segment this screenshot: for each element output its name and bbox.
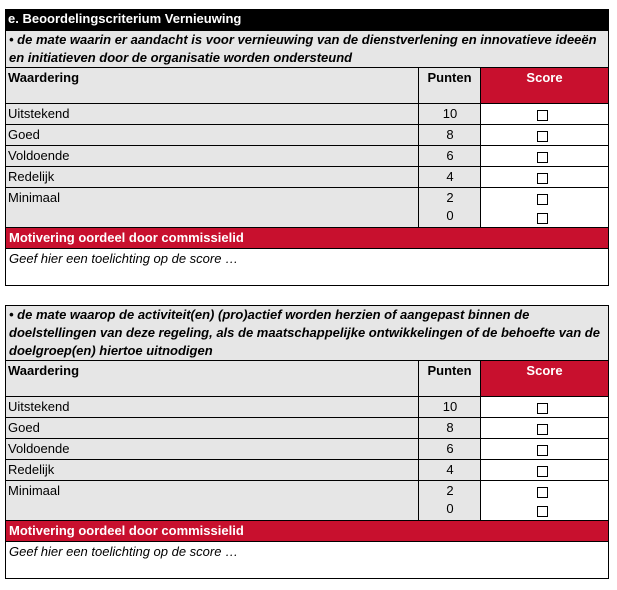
table-row — [5, 397, 609, 418]
table-header — [5, 361, 609, 397]
points-value: 10 — [418, 397, 481, 417]
header-waardering: Waardering — [8, 70, 80, 85]
checkbox[interactable] — [537, 466, 548, 477]
table-header — [5, 68, 609, 104]
rating-label: Goed — [8, 127, 40, 142]
rating-label: Uitstekend — [8, 399, 70, 414]
rating-label: Goed — [8, 420, 40, 435]
motivering-input[interactable]: Geef hier een toelichting op de score … — [5, 249, 609, 286]
checkbox[interactable] — [537, 152, 548, 163]
checkbox[interactable] — [537, 487, 548, 498]
table-row — [5, 481, 609, 521]
score-cell — [480, 481, 608, 520]
table-row — [5, 188, 609, 228]
score-cell — [480, 146, 608, 166]
score-cell — [480, 167, 608, 187]
points-value: 8 — [418, 418, 481, 438]
rating-label: Voldoende — [8, 148, 70, 163]
checkbox[interactable] — [537, 173, 548, 184]
rating-label: Uitstekend — [8, 106, 70, 121]
criterion-text: • de mate waarop de activiteit(en) (pro)actief worden herzien of aangepast binnen de doelstellingen van deze regeling, als de maatschappelijke ontwikkelingen of de behoefte van de doelgroep(en) hiertoe uitnodigen — [5, 305, 609, 361]
checkbox[interactable] — [537, 403, 548, 414]
rating-label: Minimaal — [8, 190, 61, 205]
table-row — [5, 125, 609, 146]
points-value: 4 — [418, 167, 481, 187]
criterion-text: • de mate waarin er aandacht is voor vernieuwing van de dienstverlening en innovatieve ideeën en initiatieven door de organisatie worden ondersteund — [5, 30, 609, 68]
table-row — [5, 104, 609, 125]
score-cell — [480, 104, 608, 124]
section-title: e. Beoordelingscriterium Vernieuwing — [5, 9, 609, 30]
score-cell — [480, 397, 608, 417]
rating-label: Redelijk — [8, 169, 55, 184]
motivering-header: Motivering oordeel door commissielid — [5, 228, 609, 249]
header-punten: Punten — [418, 68, 480, 103]
table-row — [5, 439, 609, 460]
table-row — [5, 146, 609, 167]
rating-label: Minimaal — [8, 483, 61, 498]
checkbox[interactable] — [537, 213, 548, 224]
score-cell — [480, 188, 608, 227]
header-score: Score — [480, 361, 608, 396]
motivering-header: Motivering oordeel door commissielid — [5, 521, 609, 542]
rating-label: Voldoende — [8, 441, 70, 456]
score-cell — [480, 460, 608, 480]
checkbox[interactable] — [537, 194, 548, 205]
header-score: Score — [480, 68, 608, 103]
points-value: 8 — [418, 125, 481, 145]
points-value: 6 — [418, 439, 481, 459]
motivering-input[interactable]: Geef hier een toelichting op de score … — [5, 542, 609, 579]
score-cell — [480, 418, 608, 438]
checkbox[interactable] — [537, 506, 548, 517]
checkbox[interactable] — [537, 110, 548, 121]
rating-label: Redelijk — [8, 462, 55, 477]
table-row — [5, 167, 609, 188]
score-cell — [480, 125, 608, 145]
header-waardering: Waardering — [8, 363, 80, 378]
points-value: 4 — [418, 460, 481, 480]
header-punten: Punten — [418, 361, 480, 396]
score-cell — [480, 439, 608, 459]
points-value: 2 0 — [418, 188, 481, 227]
table-row — [5, 460, 609, 481]
points-value: 6 — [418, 146, 481, 166]
checkbox[interactable] — [537, 445, 548, 456]
checkbox[interactable] — [537, 131, 548, 142]
table-row — [5, 418, 609, 439]
checkbox[interactable] — [537, 424, 548, 435]
points-value: 10 — [418, 104, 481, 124]
points-value: 2 0 — [418, 481, 481, 520]
